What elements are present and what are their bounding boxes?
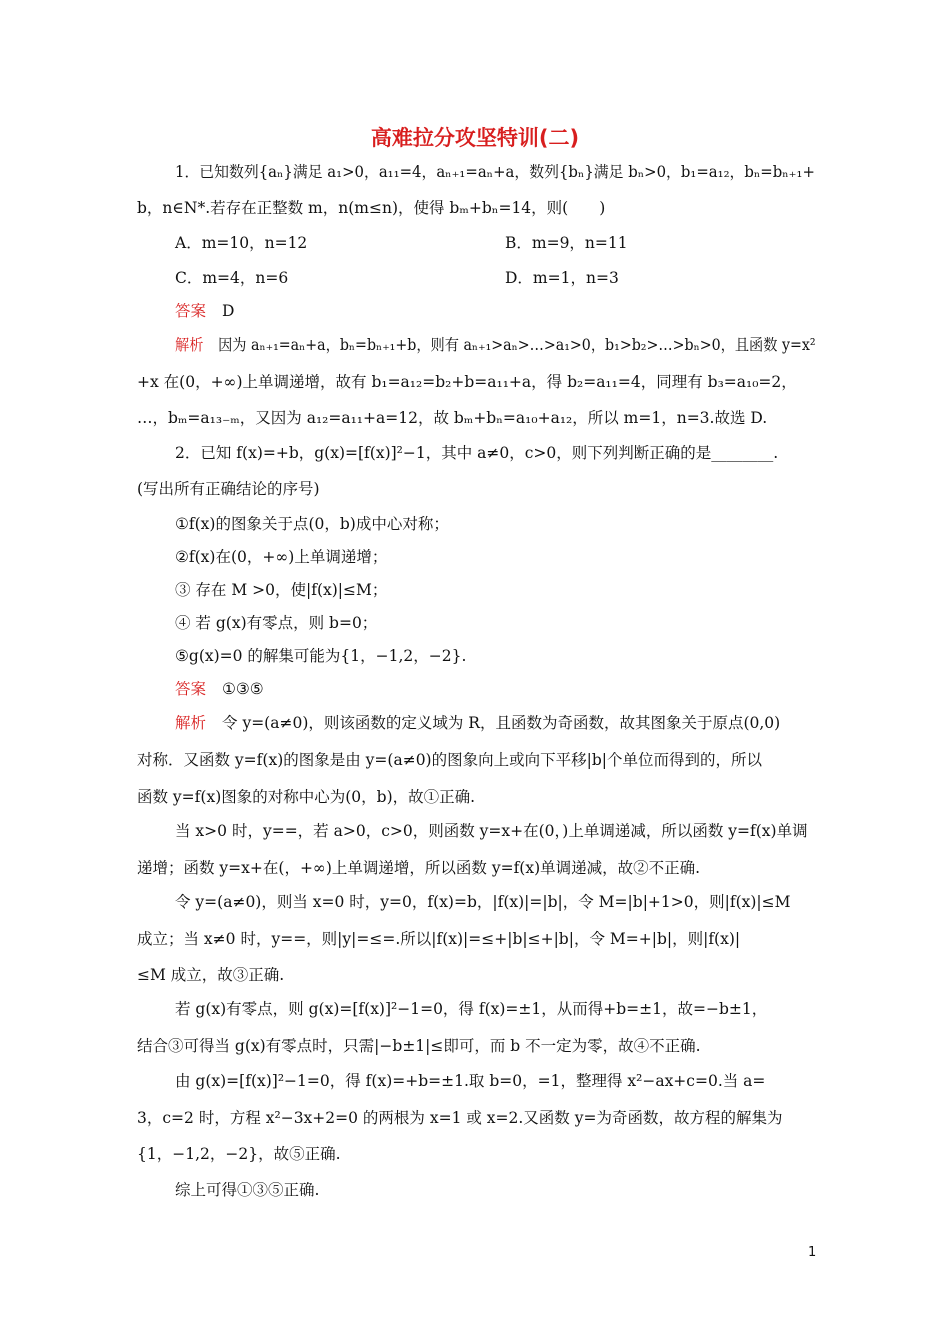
q2-item-5: ⑤g(x)=0 的解集可能为{1，−1,2，−2}. (175, 647, 467, 665)
q2-analysis-p3-line1: 令 y=(a≠0)，则当 x=0 时，y=0，f(x)=b，|f(x)|=|b|，令 M=|b|+1>0，则|f(x)|≤M (175, 893, 791, 911)
q2-stem-line2: (写出所有正确结论的序号) (137, 480, 320, 498)
answer-value: D (222, 302, 235, 320)
q1-answer (175, 301, 234, 321)
q2-analysis-p5-line1: 由 g(x)=[f(x)]²−1=0，得 f(x)=+b=±1.取 b=0，=1，整理得 x²−ax+c=0.当 a= (175, 1072, 766, 1090)
q2-analysis-p2-line2: 递增；函数 y=x+在(，+∞)上单调递增，所以函数 y=f(x)单调递减，故②不正确. (137, 859, 701, 877)
q1-analysis-line1 (175, 335, 816, 355)
q2-analysis-p3-line2: 成立；当 x≠0 时，y==，则|y|=≤=.所以|f(x)|=≤+|b|≤+|b|，令 M=+|b|，则|f(x)| (137, 930, 741, 948)
q2-analysis-p2-line1: 当 x>0 时，y==，若 a>0，c>0，则函数 y=x+在(0，)上单调递减，所以函数 y=f(x)单调 (175, 822, 808, 840)
analysis-label: 解析 (175, 714, 207, 732)
q2-answer (175, 679, 264, 699)
analysis-text: 令 y=(a≠0)，则该函数的定义域为 R，且函数为奇函数，故其图象关于原点(0,0) (222, 714, 781, 732)
q1-option-b: B．m=9，n=11 (505, 234, 628, 252)
q2-conclusion: 综上可得①③⑤正确. (175, 1181, 320, 1199)
q1-analysis-line3: …，bₘ=a₁₃₋ₘ，又因为 a₁₂=a₁₁+a=12，故 bₘ+bₙ=a₁₀+a₁₂，所以 m=1，n=3.故选 D. (137, 409, 768, 427)
q1-option-a: A．m=10，n=12 (175, 234, 308, 252)
q2-analysis-p1-line3: 函数 y=f(x)图象的对称中心为(0，b)，故①正确. (137, 788, 476, 806)
answer-label: 答案 (175, 680, 207, 698)
q2-analysis-p1-line1 (175, 713, 780, 733)
q2-item-4: ④ 若 g(x)有零点，则 b=0； (175, 614, 378, 632)
q1-option-c: C．m=4，n=6 (175, 269, 289, 287)
q1-options-row1 (175, 233, 307, 253)
q2-analysis-p1-line2: 对称．又函数 y=f(x)的图象是由 y=(a≠0)的图象向上或向下平移|b|个单位而得到的，所以 (137, 751, 762, 769)
q2-item-3: ③ 存在 M >0，使|f(x)|≤M； (175, 581, 388, 599)
analysis-label: 解析 (175, 336, 204, 354)
q2-analysis-p3-line3: ≤M 成立，故③正确. (137, 966, 285, 984)
q2-analysis-p5-line2: 3，c=2 时，方程 x²−3x+2=0 的两根为 x=1 或 x=2.又函数 y=为奇函数，故方程的解集为 (137, 1109, 783, 1127)
q1-stem-line1: 1．已知数列{aₙ}满足 a₁>0，a₁₁=4，aₙ₊₁=aₙ+a，数列{bₙ}满足 bₙ>0，b₁=a₁₂，bₙ=bₙ₊₁+ (175, 163, 815, 181)
answer-value: ①③⑤ (222, 680, 264, 698)
q2-analysis-p4-line1: 若 g(x)有零点，则 g(x)=[f(x)]²−1=0，得 f(x)=±1，从而得+b=±1，故=−b±1， (175, 1000, 768, 1018)
page-title: 高难拉分攻坚特训(二) (370, 126, 580, 150)
page-number: 1 (808, 1245, 817, 1260)
analysis-text: 因为 aₙ₊₁=aₙ+a，bₙ=bₙ₊₁+b，则有 aₙ₊₁>aₙ>…>a₁>0，b₁>b₂>…>bₙ>0，且函数 y=x² (218, 336, 816, 354)
answer-label: 答案 (175, 302, 207, 320)
q1-stem-line2: b，n∈N*.若存在正整数 m，n(m≤n)，使得 bₘ+bₙ=14，则( ) (137, 199, 606, 217)
q2-analysis-p4-line2: 结合③可得当 g(x)有零点时，只需|−b±1|≤即可，而 b 不一定为零，故④不正确. (137, 1037, 701, 1055)
q1-option-d: D．m=1，n=3 (505, 269, 619, 287)
q2-analysis-p5-line3: {1，−1,2，−2}，故⑤正确. (137, 1145, 341, 1163)
q2-item-2: ②f(x)在(0，+∞)上单调递增； (175, 548, 388, 566)
q1-analysis-line2: +x 在(0，+∞)上单调递增，故有 b₁=a₁₂=b₂+b=a₁₁+a，得 b₂=a₁₁=4，同理有 b₃=a₁₀=2， (137, 373, 797, 391)
q2-stem-line1: 2．已知 f(x)=+b，g(x)=[f(x)]²−1，其中 a≠0，c>0，则下列判断正确的是________. (175, 444, 779, 462)
q2-item-1: ①f(x)的图象关于点(0，b)成中心对称； (175, 515, 449, 533)
